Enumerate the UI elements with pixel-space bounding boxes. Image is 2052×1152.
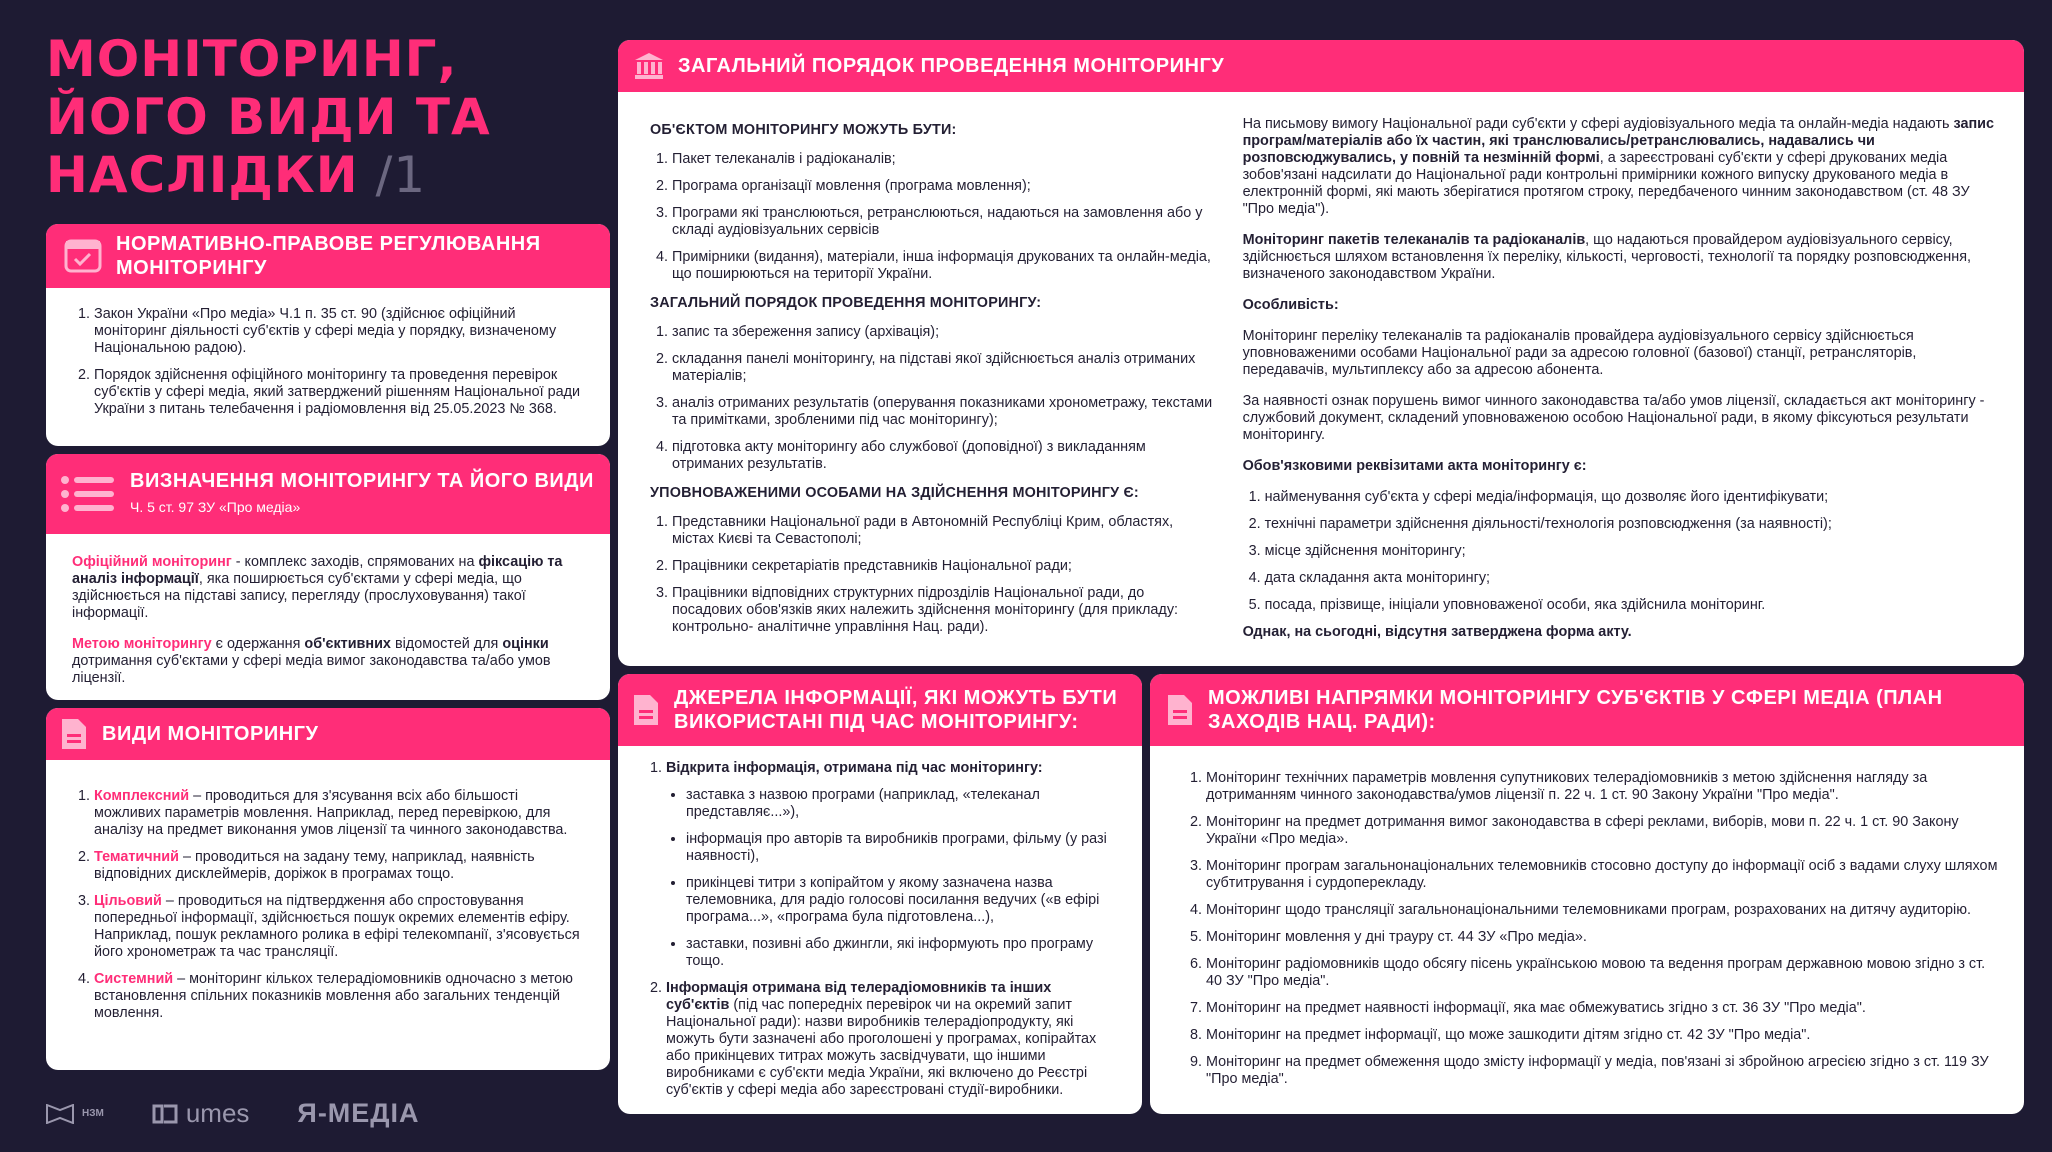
list-item: 1. запис та збереження запису (архівація);	[672, 324, 1213, 341]
directions-list	[1184, 770, 1998, 1088]
types-list	[72, 788, 584, 1022]
definition-card	[46, 454, 610, 700]
list-item: • інформація про авторів та виробників програми, фільму (у разі наявності),	[686, 831, 1116, 865]
objects-list	[650, 151, 1213, 283]
nzm-logo: НЗМ	[46, 1104, 104, 1124]
requisites-list	[1243, 489, 1998, 614]
list-item: 5. Моніторинг мовлення у дні трауру ст. 44 ЗУ «Про медіа».	[1206, 929, 1998, 946]
list-icon	[60, 475, 116, 513]
list-item: 3. Цільовий – проводиться на підтвердження або спростовування попередньої інформації, здійснюється пошук окремих елементів ефіру. Наприклад, пошук рекламного ролика в ефірі телекомпанії, з'ясовується його хронометраж та час трансляції.	[94, 893, 584, 961]
request-paragraph: На письмову вимогу Національної ради суб'єкти у сфері аудіовізуального медіа та онлайн-медіа надають запис програм/матеріалів або їх частин, які транслювались/ретранслювались, надавались чи розповсюджувались, у повній та незмінній формі, а зареєстровані суб'єкти у сфері друкованих медіа зобов'язані надсилати до Національної ради контрольні примірники кожного випуску друкованого медіа в електронній формі, які мають зберігатися протягом строку, передбаченого чинним законодавством (ст. 48 ЗУ "Про медіа").	[1242, 116, 1995, 217]
directions-header	[1150, 674, 2024, 746]
list-item: 4. Системний – моніторинг кількох телерадіомовників одночасно з метою встановлення спільних показників мовлення або загальних тенденцій мовлення.	[94, 971, 584, 1022]
list-item: 3. Працівники відповідних структурних підрозділів Національної ради, до посадових обов'язків яких належить здійснення моніторингу (для прикладу: контрольно- аналітичне управління Нац. ради).	[672, 585, 1213, 636]
act-paragraph: За наявності ознак порушень вимог чинного законодавства та/або умов ліцензії, складається акт моніторингу - службовий документ, складений уповноваженою особою Національної ради, в якому фіксуються результати моніторингу.	[1242, 393, 1985, 443]
footer-logos	[46, 1098, 420, 1129]
definition-subtitle: Ч. 5 ст. 97 ЗУ «Про медіа»	[130, 499, 301, 515]
goal-paragraph: Метою моніторингу є одержання об'єктивних відомостей для оцінки дотримання суб'єктами у сфері медіа вимог законодавства та/або умов ліцензії.	[72, 636, 551, 686]
list-item: 3. Моніторинг програм загальнонаціональних телемовників стосовно доступу до інформації осіб з вадами слуху шляхом субтитрування і сурдоперекладу.	[1206, 858, 1998, 892]
sources-title: ДЖЕРЕЛА ІНФОРМАЦІЇ, ЯКІ МОЖУТЬ БУТИ ВИКОРИСТАНІ ПІД ЧАС МОНІТОРИНГУ:	[674, 687, 1118, 733]
list-item: 3. аналіз отриманих результатів (оперування показниками хронометражу, текстами та примітками, зробленими під час моніторингу);	[672, 395, 1213, 429]
list-item: • заставки, позивні або джингли, які інформують про програму тощо.	[686, 936, 1116, 970]
list-item: 1. найменування суб'єкта у сфері медіа/інформація, що дозволяє його ідентифікувати;	[1265, 489, 1998, 506]
general-header	[618, 40, 2024, 92]
checkbox-doc-icon	[64, 239, 102, 273]
open-info-list	[666, 787, 1116, 970]
list-item: 2. Програма організації мовлення (програма мовлення);	[672, 178, 1213, 195]
regulation-list	[72, 306, 584, 418]
objects-title: ОБ'ЄКТОМ МОНІТОРИНГУ МОЖУТЬ БУТИ:	[650, 122, 957, 138]
feature-label: Особливість:	[1242, 297, 1339, 313]
list-item: 6. Моніторинг радіомовників щодо обсягу пісень українською мовою та ведення програм державною мовою згідно з ст. 40 ЗУ "Про медіа".	[1206, 956, 1998, 990]
directions-card	[1150, 674, 2024, 1114]
page-title	[46, 30, 606, 204]
definition-header	[46, 454, 610, 534]
list-item: 2. Працівники секретаріатів представників Національної ради;	[672, 558, 1213, 575]
list-item: 1. Відкрита інформація, отримана під час моніторингу: • заставка з назвою програми (наприклад, «телеканал представляє...»), • інформація про авторів та виробників програми, фільму (у разі наявності), • прикінцеві титри з копірайтом у якому зазначена назва телемовника, для радіо голосові посилання ведучих («в ефірі програма...», «програма була підготовлена...), • заставки, позивні або джингли, які інформують про програму тощо.	[666, 760, 1116, 970]
umes-icon	[152, 1103, 178, 1125]
list-item: 3. місце здійснення моніторингу;	[1265, 543, 1998, 560]
list-item: 4. підготовка акту моніторингу або службової (доповідної) з викладанням отриманих результатів.	[672, 439, 1213, 473]
general-right-column	[1243, 116, 1998, 655]
sources-header	[618, 674, 1142, 746]
title-line-1: МОНІТОРИНГ,	[46, 30, 458, 88]
list-item: 1. Пакет телеканалів і радіоканалів;	[672, 151, 1213, 168]
list-item: 2. Порядок здійснення офіційного моніторингу та проведення перевірок суб'єктів у сфері медіа, який затверджений рішенням Національної ради України з питань телебачення і радіомовлення від 25.05.2023 № 368.	[94, 367, 584, 418]
page-number: /1	[358, 146, 427, 204]
list-item: 4. Примірники (видання), матеріали, інша інформація друкованих та онлайн-медіа, що поширюються на території України.	[672, 249, 1213, 283]
regulation-header	[46, 224, 610, 288]
definition-title: ВИЗНАЧЕННЯ МОНІТОРИНГУ ТА ЙОГО ВИДИ	[130, 470, 594, 492]
list-item: 1. Закон України «Про медіа» Ч.1 п. 35 ст. 90 (здійснює офіційний моніторинг діяльності суб'єктів у сфері медіа у порядку, визначеному Національною радою).	[94, 306, 584, 357]
directions-title: МОЖЛИВІ НАПРЯМКИ МОНІТОРИНГУ СУБ'ЄКТІВ У СФЕРІ МЕДІА (ПЛАН ЗАХОДІВ НАЦ. РАДИ):	[1208, 687, 1943, 733]
list-item: 9. Моніторинг на предмет обмеження щодо змісту інформації у медіа, пов'язані зі збройною агресією згідно з ст. 119 ЗУ "Про медіа".	[1206, 1054, 1998, 1088]
persons-title: УПОВНОВАЖЕНИМИ ОСОБАМИ НА ЗДІЙСНЕННЯ МОНІТОРИНГУ Є:	[650, 485, 1139, 501]
regulation-title: НОРМАТИВНО-ПРАВОВЕ РЕГУЛЮВАННЯ МОНІТОРИНГУ	[116, 233, 541, 279]
list-item: 1. Комплексний – проводиться для з'ясування всіх або більшості можливих параметрів мовлення. Наприклад, перед перевіркою, для аналізу на предмет виконання умов ліцензії та чинного законодавства.	[94, 788, 584, 839]
document-icon	[60, 717, 88, 751]
list-item: 8. Моніторинг на предмет інформації, що може зашкодити дітям згідно ст. 42 ЗУ "Про медіа".	[1206, 1027, 1998, 1044]
types-header	[46, 708, 610, 760]
general-left-column	[650, 116, 1213, 655]
list-item: 1. Моніторинг технічних параметрів мовлення супутникових телерадіомовників з метою здійснення нагляду за дотриманням чинного законодавства/умов ліцензії п. 22 ч. 1 ст. 90 Закону України "Про медіа".	[1206, 770, 1998, 804]
list-item: 2. Тематичний – проводиться на задану тему, наприклад, наявність відповідних дисклеймерів, доріжок в програмах тощо.	[94, 849, 584, 883]
regulation-card	[46, 224, 610, 446]
types-title: ВИДИ МОНІТОРИНГУ	[102, 723, 319, 745]
document-icon	[632, 693, 660, 727]
sources-card	[618, 674, 1142, 1114]
list-item: 2. технічні параметри здійснення діяльності/технологія розповсюдження (за наявності);	[1265, 516, 1998, 533]
persons-list	[650, 514, 1213, 636]
general-title: ЗАГАЛЬНИЙ ПОРЯДОК ПРОВЕДЕННЯ МОНІТОРИНГУ	[678, 55, 1225, 77]
ya-media-logo: Я-МЕДІА	[297, 1098, 420, 1128]
list-item: • заставка з назвою програми (наприклад, «телеканал представляє...»),	[686, 787, 1116, 821]
title-line-3: НАСЛІДКИ	[46, 146, 359, 204]
definition-paragraph: Офіційний моніторинг - комплекс заходів, спрямованих на фіксацію та аналіз інформації, яка поширюється суб'єктами у сфері медіа, що здійснюється на підставі запису, перегляду (прослуховування) такої інформації.	[72, 554, 563, 621]
list-item: 4. Моніторинг щодо трансляції загальнонаціональними телемовниками програм, розрахованих на дитячу аудиторію.	[1206, 902, 1998, 919]
types-card	[46, 708, 610, 1070]
list-item: 4. дата складання акта моніторингу;	[1265, 570, 1998, 587]
feature-paragraph: Моніторинг переліку телеканалів та радіоканалів провайдера аудіовізуального сервісу здійснюється уповноваженими особами Національної ради за адресою головної (базової) станції, ретрансляторів, передавачів, мультиплексу або за адресою абонента.	[1242, 328, 1917, 378]
list-item: • прикінцеві титри з копірайтом у якому зазначена назва телемовника, для радіо голосові посилання ведучих («в ефірі програма...», «програма була підготовлена...),	[686, 875, 1116, 926]
institution-icon	[634, 52, 664, 80]
nzm-icon	[46, 1104, 74, 1124]
list-item: 1. Представники Національної ради в Автономній Республіці Крим, областях, містах Києві та Севастополі;	[672, 514, 1213, 548]
document-icon	[1166, 693, 1194, 727]
list-item: 7. Моніторинг на предмет наявності інформації, яка має обмежуватись згідно з ст. 36 ЗУ "Про медіа".	[1206, 1000, 1998, 1017]
list-item: 3. Програми які транслюються, ретранслюються, надаються на замовлення або у складі аудіовізуальних сервісів	[672, 205, 1213, 239]
packages-paragraph: Моніторинг пакетів телеканалів та радіоканалів, що надаються провайдером аудіовізуального сервісу, здійснюється шляхом встановлення їх переліку, кількості, черговості, технології та порядку розповсюдження, визначеного законодавством України.	[1242, 232, 1971, 282]
general-card	[618, 40, 2024, 666]
title-line-2: ЙОГО ВИДИ ТА	[46, 88, 491, 146]
order-title: ЗАГАЛЬНИЙ ПОРЯДОК ПРОВЕДЕННЯ МОНІТОРИНГУ:	[650, 295, 1042, 311]
umes-logo: umes	[152, 1098, 250, 1129]
list-item: 2. Інформація отримана від телерадіомовників та інших суб'єктів (під час попередніх перевірок чи на окремий запит Національної ради): назви виробників телерадіопродукту, які можуть бути зазначені або проголошені у програмах, копірайтах або прикінцевих титрах можуть засвідчувати, що іншими виробниками є суб'єкти медіа України, які включено до Реєстрі суб'єктів у сфері медіа або зареєстровані студії-виробники.	[666, 980, 1116, 1099]
order-list	[650, 324, 1213, 473]
list-item: 5. посада, прізвище, ініціали уповноваженої особи, яка здійснила моніторинг.	[1265, 597, 1998, 614]
sources-list	[644, 760, 1116, 1099]
requisites-title: Обов'язковими реквізитами акта моніторингу є:	[1242, 458, 1587, 474]
note-paragraph: Однак, на сьогодні, відсутня затверджена форма акту.	[1242, 624, 1632, 640]
list-item: 2. Моніторинг на предмет дотримання вимог законодавства в сфері реклами, виборів, мови п. 22 ч. 1 ст. 90 Закону України «Про медіа».	[1206, 814, 1998, 848]
list-item: 2. складання панелі моніторингу, на підставі якої здійснюється аналіз отриманих матеріалів;	[672, 351, 1213, 385]
